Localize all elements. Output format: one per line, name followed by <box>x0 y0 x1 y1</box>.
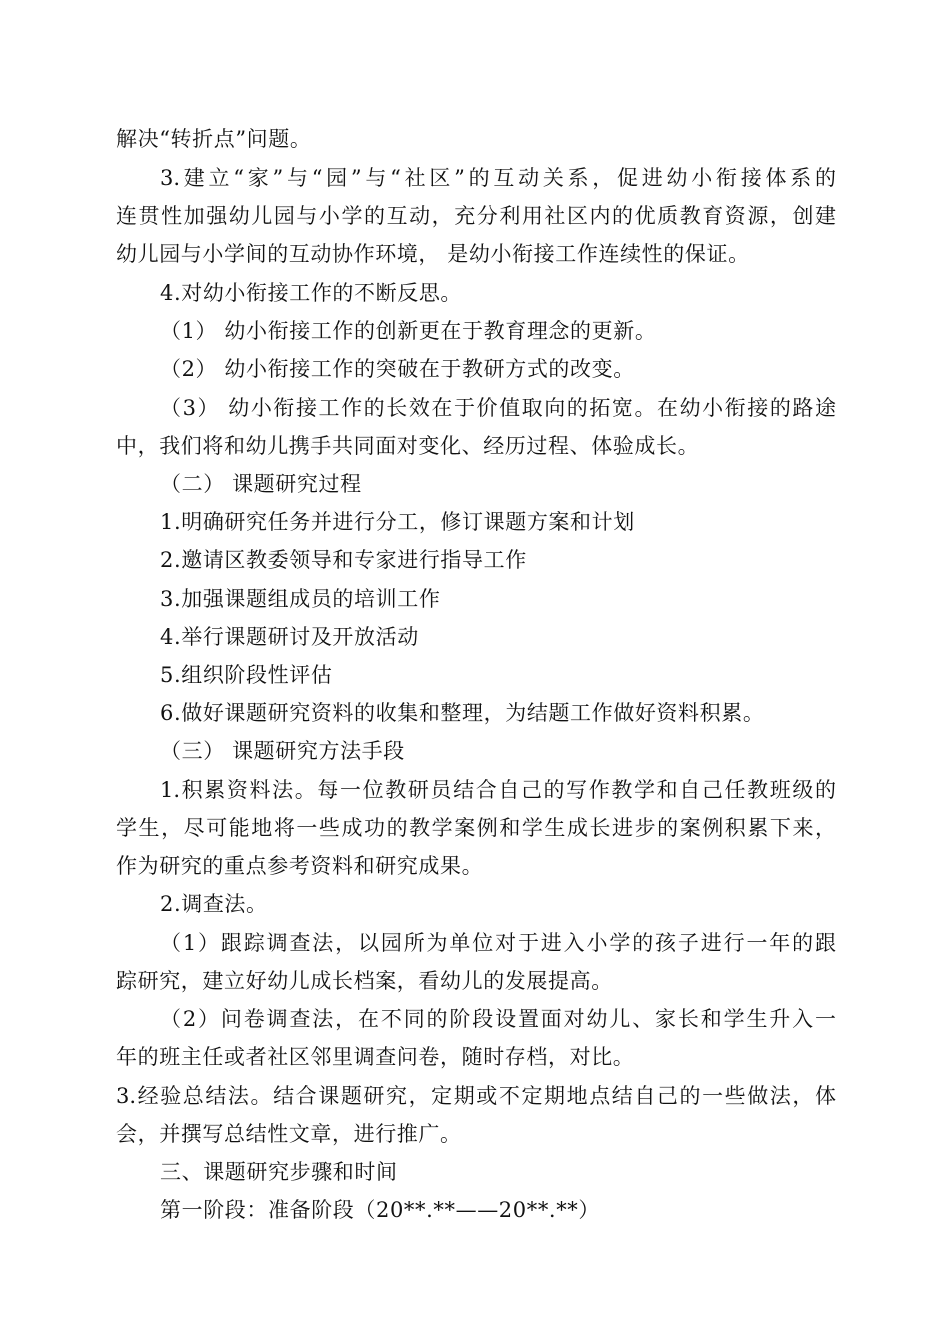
text-line-3: 连贯性加强幼儿园与小学的互动，充分利用社区内的优质教育资源，创建 <box>116 204 836 228</box>
section-heading-three: 三、课题研究步骤和时间 <box>160 1160 398 1184</box>
text-line-1: 解决“转折点”问题。 <box>116 127 312 151</box>
text-line-23: 踪研究，建立好幼儿成长档案，看幼儿的发展提高。 <box>116 969 613 993</box>
text-line-9: 中，我们将和幼儿携手共同面对变化、经历过程、体验成长。 <box>116 434 700 458</box>
text-line-21: 2.调查法。 <box>160 892 268 916</box>
text-line-25: 年的班主任或者社区邻里调查问卷，随时存档，对比。 <box>116 1045 635 1069</box>
text-line-24: （2）问卷调查法，在不同的阶段设置面对幼儿、家长和学生升入一 <box>160 1007 836 1031</box>
text-line-12: 2.邀请区教委领导和专家进行指导工作 <box>160 548 527 572</box>
text-line-13: 3.加强课题组成员的培训工作 <box>160 587 441 611</box>
text-line-7: （2） 幼小衔接工作的突破在于教研方式的改变。 <box>160 357 635 381</box>
text-line-29: 第一阶段：准备阶段（20**.**——20**.**） <box>160 1198 600 1222</box>
text-line-26: 3.经验总结法。结合课题研究，定期或不定期地点结自己的一些做法，体 <box>116 1084 836 1108</box>
text-line-6: （1） 幼小衔接工作的创新更在于教育理念的更新。 <box>160 319 657 343</box>
text-line-16: 6.做好课题研究资料的收集和整理，为结题工作做好资料积累。 <box>160 701 765 725</box>
text-line-18: 1.积累资料法。每一位教研员结合自己的写作教学和自己任教班级的 <box>160 778 836 802</box>
text-line-5: 4.对幼小衔接工作的不断反思。 <box>160 281 463 305</box>
text-line-4: 幼儿园与小学间的互动协作环境， 是幼小衔接工作连续性的保证。 <box>116 242 750 266</box>
text-line-14: 4.举行课题研讨及开放活动 <box>160 625 419 649</box>
text-line-2: 3.建立“家”与“园”与“社区”的互动关系，促进幼小衔接体系的 <box>160 166 836 190</box>
section-heading-3: （三） 课题研究方法手段 <box>160 739 405 763</box>
section-heading-2: （二） 课题研究过程 <box>160 472 362 496</box>
text-line-20: 作为研究的重点参考资料和研究成果。 <box>116 854 484 878</box>
text-line-15: 5.组织阶段性评估 <box>160 663 333 687</box>
text-line-27: 会，并撰写总结性文章，进行推广。 <box>116 1122 462 1146</box>
text-line-19: 学生，尽可能地将一些成功的教学案例和学生成长进步的案例积累下来， <box>116 816 836 840</box>
text-line-8: （3） 幼小衔接工作的长效在于价值取向的拓宽。在幼小衔接的路途 <box>160 396 836 420</box>
text-line-22: （1）跟踪调查法，以园所为单位对于进入小学的孩子进行一年的跟 <box>160 931 836 955</box>
text-line-11: 1.明确研究任务并进行分工，修订课题方案和计划 <box>160 510 635 534</box>
